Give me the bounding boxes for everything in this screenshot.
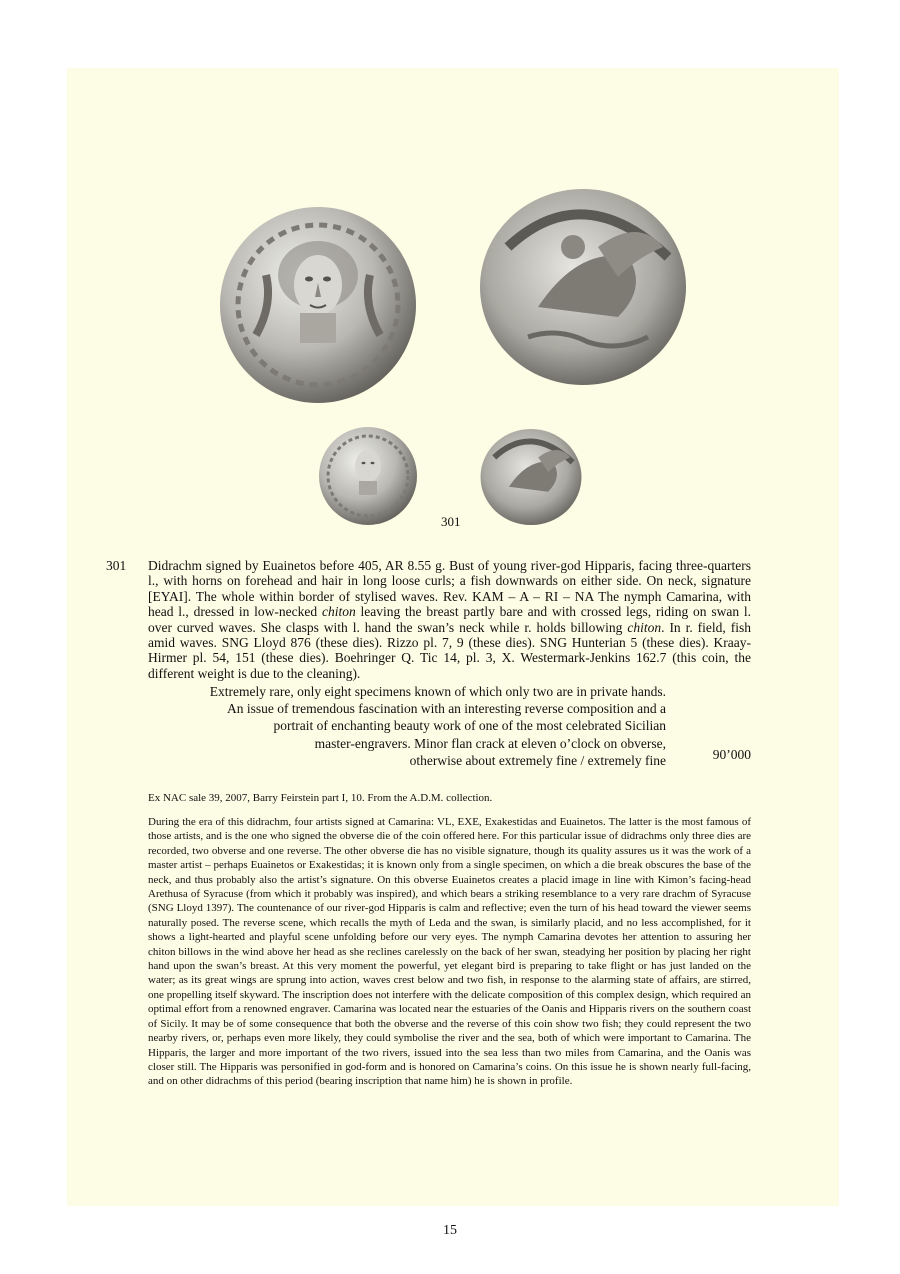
page-number: 15 [443, 1223, 457, 1238]
grade-line: otherwise about extremely fine / extremely fine [409, 752, 666, 768]
estimate-price: 90’000 [712, 747, 751, 762]
grade-line: portrait of enchanting beauty work of one of the most celebrated Sicilian [273, 718, 666, 734]
reverse-coin-large-image [478, 187, 688, 387]
provenance-note: Ex NAC sale 39, 2007, Barry Feirstein part I, 10. From the A.D.M. collection. [148, 792, 493, 804]
lot-number: 301 [106, 558, 127, 573]
grade-line: master-engravers. Minor flan crack at eleven o’clock on obverse, [314, 735, 666, 751]
lot-description [148, 558, 751, 681]
chiton-term: chiton [627, 619, 662, 635]
obverse-coin-large-image [218, 205, 418, 405]
grade-line: An issue of tremendous fascination with an interesting reverse composition and a [226, 701, 666, 717]
description-part-1: Didrachm signed by Euainetos before 405, AR 8.55 g. Bust of young river-god Hipparis, facing three-quarters l., with horns on forehead and hair in long loose curls; a fish downwards on either side. On neck, signature [EYAI]. The whole within border of stylised waves. Rev. KAM – A – RI – NA The nymph Camarina, with head l., dressed in low-necked [148, 558, 751, 620]
grade-block [148, 683, 666, 769]
plate-number: 301 [441, 514, 461, 529]
description-part-3: . In r. field, fish amid waves. SNG Lloyd 876 (these dies). Rizzo pl. 7, 9 (these dies). SNG Hunterian 5 (these dies). Kraay-Hirmer pl. 54, 151 (these dies). Boehringer Q. Tic 14, pl. 3, X. Westermark-Jenkins 162.7 (this coin, the different weight is due to the cleaning). [148, 619, 751, 681]
grade-line: Extremely rare, only eight specimens known of which only two are in private hands. [209, 684, 666, 699]
historical-essay: During the era of this didrachm, four artists signed at Camarina: VL, EXE, Exakestidas and Euainetos. The latter is the most famous of those artists, and is the one who signed the obverse die of the coin offered here. For this particular issue of didrachms only three dies are recorded, two obverse and one reverse. The other obverse die has no visible signature, though its quality assures us it was the work of a master artist – perhaps Euainetos or Exakestidas; it is known only from a single specimen, on which a die break obscures the base of the neck, and thus probably also the artist’s signature. On this obverse Euainetos creates a placid image in line with Kimon’s facing-head Arethusa of Syracuse (from which it probably was inspired), and which bears a striking resemblance to a very rare drachm of Syracuse (SNG Lloyd 1397). The countenance of our river-god Hipparis is calm and reflective; even the turn of his head toward the viewer seems naturally posed. The reverse scene, which recalls the myth of Leda and the swan, is similarly placid, and no less accomplished, for it shows a light-hearted and playful scene unfolding before our very eyes. The nymph Camarina devotes her attention to assuring her chiton billows in the wind above her head as she reclines carelessly on the back of her swan, steadying her position by placing her right hand upon the swan’s breast. At this very moment the powerful, yet elegant bird is preparing to take flight or has just landed on the water; as its great wings are sprung into action, waves crest below and two fish, in response to the alarming state of affairs, are stirred, one propelling itself skyward. The inscription does not interfere with the delicate composition of this complex design, which required an optimal effort from a renowned engraver. Camarina was located near the estuaries of the Oanis and Hipparis rivers on the southern coast of Sicily. It may be of some consequence that both the obverse and the reverse of this coin show two fish; they could represent the two nearby rivers, or, perhaps even more likely, they could symbolise the river and the sea, both of which were important to Camarina. The Hipparis, the larger and more important of the two rivers, issued into the sea less than two miles from Camarina, and the Oanis was closer still. The Hipparis was personified in god-form and is honored on Camarina’s coins. On this issue he is shown nearly full-facing, and on other didrachms of this period (bearing inscription that name him) he is shown in profile. [148, 816, 751, 1088]
description-part-2: leaving the breast partly bare and with crossed legs, riding on swan l. over curved waves. She clasps with l. hand the swan’s neck while r. holds billowing [148, 604, 751, 635]
reverse-coin-small-image [479, 428, 583, 526]
obverse-coin-small-image [318, 426, 418, 526]
chiton-term: chiton [321, 604, 356, 620]
